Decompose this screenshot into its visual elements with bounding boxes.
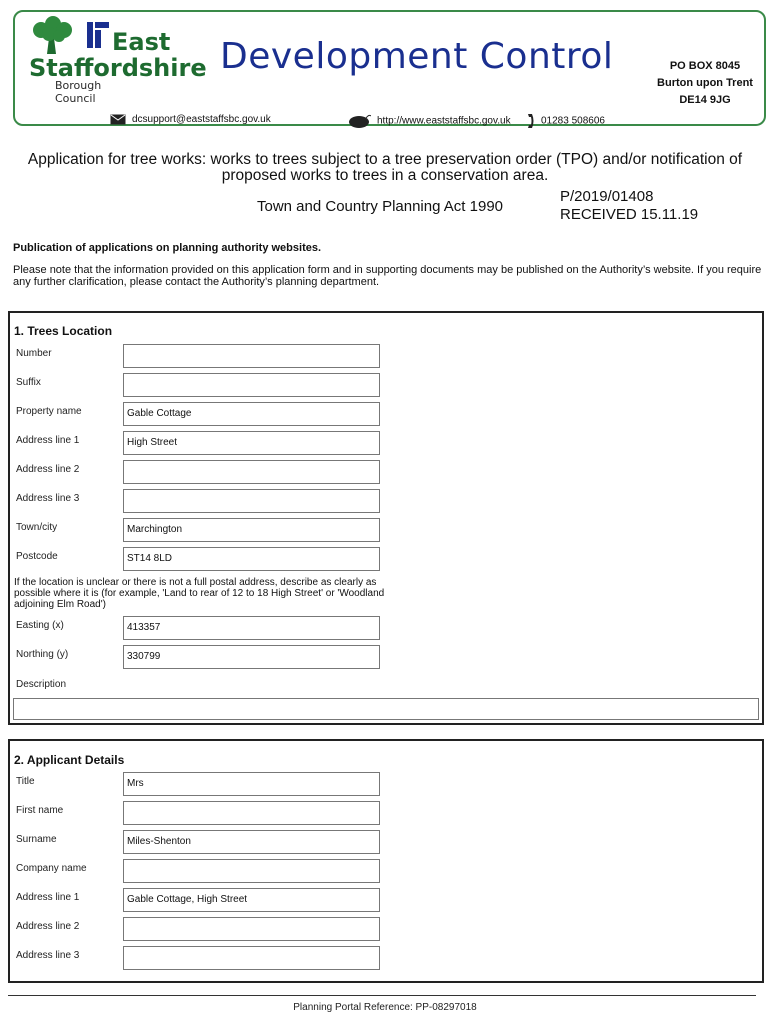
address-line: Burton upon Trent bbox=[657, 77, 753, 89]
property-name-label: Property name bbox=[16, 406, 82, 417]
postal-address bbox=[645, 58, 765, 109]
header-banner bbox=[13, 10, 766, 126]
website-link[interactable]: http://www.eaststaffsbc.gov.uk bbox=[377, 115, 511, 127]
suffix-label: Suffix bbox=[16, 377, 41, 388]
logo-staffordshire: Staffordshire bbox=[29, 54, 207, 82]
phone-number: 01283 508606 bbox=[541, 115, 605, 127]
mouse-icon bbox=[349, 114, 371, 128]
address-line: PO BOX 8045 bbox=[669, 60, 741, 72]
applicant-address-line-3-field[interactable] bbox=[123, 946, 380, 970]
section-title: 2. Applicant Details bbox=[14, 753, 125, 767]
first-name-field[interactable] bbox=[123, 801, 380, 825]
website-contact bbox=[349, 114, 511, 128]
page-title: Development Control bbox=[220, 36, 614, 77]
description-field[interactable] bbox=[13, 698, 759, 720]
number-label: Number bbox=[16, 348, 52, 359]
applicant-address-line-2-field[interactable] bbox=[123, 917, 380, 941]
northing-label: Northing (y) bbox=[16, 649, 69, 660]
surname-label: Surname bbox=[16, 834, 57, 845]
reference-number: P/2019/01408 bbox=[560, 188, 654, 205]
surname-field[interactable]: Miles-Shenton bbox=[123, 830, 380, 854]
envelope-icon bbox=[110, 114, 126, 125]
section-title: 1. Trees Location bbox=[14, 324, 113, 338]
location-note: If the location is unclear or there is not a full postal address, describe as clearly as possible where it is (for example, 'Land to rear of 12 to 18 High Street' or 'Woodland adjoining Elm Road') bbox=[14, 577, 385, 610]
tree-logo-icon bbox=[29, 16, 109, 56]
company-name-field[interactable] bbox=[123, 859, 380, 883]
email-link[interactable]: dcsupport@eaststaffsbc.gov.uk bbox=[132, 114, 271, 126]
town-city-label: Town/city bbox=[16, 522, 58, 533]
portal-reference: Planning Portal Reference: PP-08297018 bbox=[293, 1002, 477, 1013]
property-name-field[interactable]: Gable Cottage bbox=[123, 402, 380, 426]
logo-east: East bbox=[112, 28, 171, 56]
address-line: DE14 9JG bbox=[679, 94, 731, 106]
publication-heading: Publication of applications on planning authority websites. bbox=[13, 242, 322, 254]
address-line-2-field[interactable] bbox=[123, 460, 380, 484]
address-line-3-field[interactable] bbox=[123, 489, 380, 513]
phone-contact bbox=[527, 114, 605, 128]
easting-label: Easting (x) bbox=[16, 620, 64, 631]
application-reference bbox=[560, 188, 698, 224]
email-contact bbox=[110, 114, 271, 125]
title-label: Title bbox=[16, 776, 35, 787]
easting-field[interactable]: 413357 bbox=[123, 616, 380, 640]
publication-notice: Please note that the information provided on this application form and in supporting documents may be published on the Authority’s website. If you require any further clarification, please contact the Authority’s planning department. bbox=[13, 264, 762, 288]
description-label: Description bbox=[16, 679, 67, 690]
trees-location-section bbox=[8, 311, 764, 725]
logo-borough-council: Borough Council bbox=[55, 79, 102, 105]
applicant-details-section bbox=[8, 739, 764, 983]
applicant-address-line-1-field[interactable]: Gable Cottage, High Street bbox=[123, 888, 380, 912]
suffix-field[interactable] bbox=[123, 373, 380, 397]
town-city-field[interactable]: Marchington bbox=[123, 518, 380, 542]
application-title: Application for tree works: works to trees subject to a tree preservation order (TPO) and/or notification of proposed works to trees in a conservation area. bbox=[27, 151, 743, 184]
postcode-label: Postcode bbox=[16, 551, 58, 562]
address-line-3-label: Address line 3 bbox=[16, 493, 80, 504]
act-name: Town and Country Planning Act 1990 bbox=[257, 198, 503, 215]
address-line-2-label: Address line 2 bbox=[16, 464, 80, 475]
northing-field[interactable]: 330799 bbox=[123, 645, 380, 669]
number-field[interactable] bbox=[123, 344, 380, 368]
company-name-label: Company name bbox=[16, 863, 87, 874]
applicant-address-line-3-label: Address line 3 bbox=[16, 950, 80, 961]
first-name-label: First name bbox=[16, 805, 64, 816]
address-line-1-label: Address line 1 bbox=[16, 435, 80, 446]
postcode-field[interactable]: ST14 8LD bbox=[123, 547, 380, 571]
address-line-1-field[interactable]: High Street bbox=[123, 431, 380, 455]
title-field[interactable]: Mrs bbox=[123, 772, 380, 796]
received-stamp: RECEIVED 15.11.19 bbox=[560, 206, 699, 223]
footer-divider bbox=[8, 995, 756, 996]
applicant-address-line-1-label: Address line 1 bbox=[16, 892, 80, 903]
applicant-address-line-2-label: Address line 2 bbox=[16, 921, 80, 932]
phone-icon bbox=[527, 114, 535, 128]
